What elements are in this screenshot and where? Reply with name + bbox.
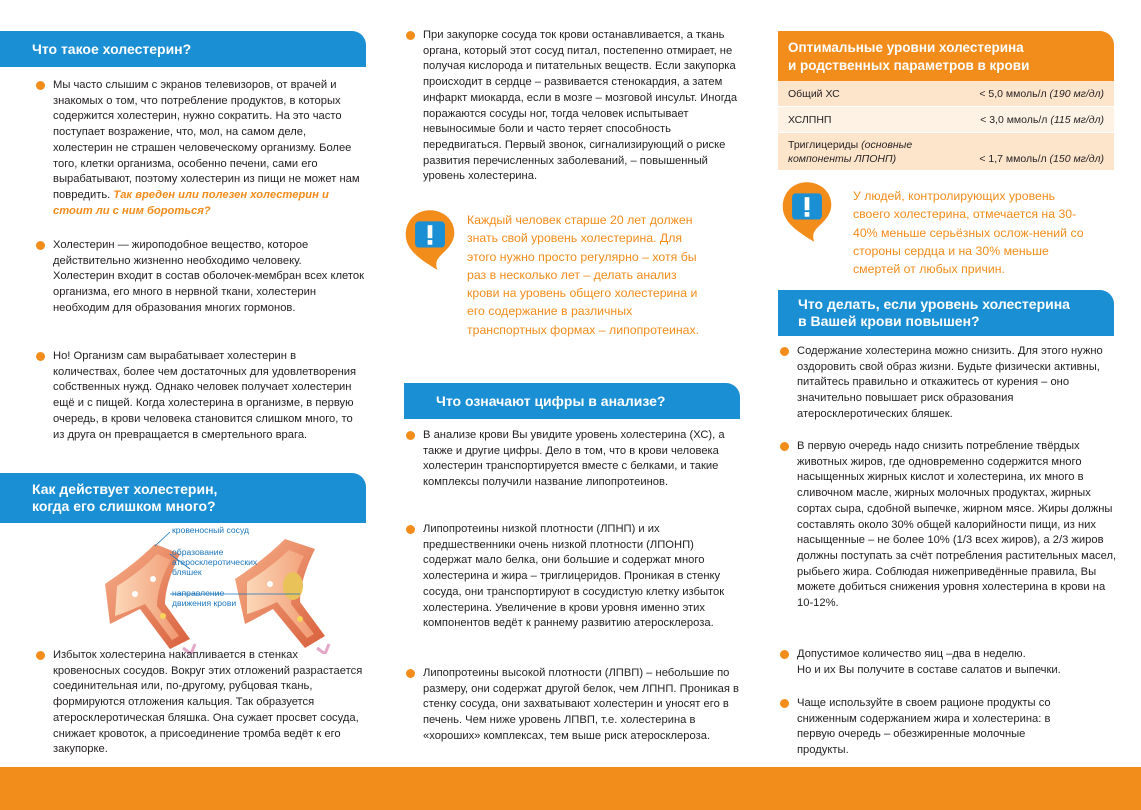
paragraph-line: Допустимое количество яиц –два в неделю. xyxy=(797,648,1026,660)
exclamation-pin-icon xyxy=(779,180,835,246)
paragraph-can-reduce xyxy=(778,344,1118,423)
paragraph-fat-like-substance xyxy=(34,238,364,317)
table-row xyxy=(778,81,1114,107)
paragraph-eggs xyxy=(778,647,1118,678)
header-line: когда его слишком много? xyxy=(32,498,216,514)
bullet-dot xyxy=(780,650,789,659)
paragraph-excess-cholesterol xyxy=(34,648,364,758)
paragraph-text: Содержание холестерина можно снизить. Для этого нужно оздоровить свой образ жизни. Будьте физически активны, питайтесь правильно и откажитесь от курения – оно значительно повышает риск образования атеросклеротических бляшек. xyxy=(797,345,1103,420)
optimal-levels-table xyxy=(778,31,1114,171)
illus-label-plaque-1: образование xyxy=(172,547,224,557)
table-title-line: и родственных параметров в крови xyxy=(788,58,1030,73)
paragraph-line: Но и их Вы получите в составе салатов и выпечки. xyxy=(797,663,1061,676)
paragraph-hdl xyxy=(404,666,744,745)
paragraph-organism-produces xyxy=(34,349,364,443)
section-header-how-it-acts xyxy=(0,473,366,523)
paragraph-text: Липопротеины низкой плотности (ЛПНП) и их предшественники очень низкой плотности (ЛПОНП) содержат мало белка, они большие и содержат много холестерина и жира – триглицеридов. Проникая в стенку сосуда, они транспортируют в сосудистую клетку избыток холестерина. Увеличение в крови уровня именно этих компонентов ведёт к раннему развитию атеросклероза. xyxy=(423,523,725,630)
illus-label-flow-2: движения крови xyxy=(172,598,237,608)
header-text: Что означают цифры в анализе? xyxy=(436,392,666,409)
bullet-dot xyxy=(36,81,45,90)
section-header-what-is-cholesterol xyxy=(0,31,366,67)
header-line: в Вашей крови повышен? xyxy=(798,313,980,329)
paragraph-text: Холестерин — жироподобное вещество, которое действительно жизненно необходимо человеку. Холестерин входит в состав оболочек-мембран всех клеток организма, его много в нервной ткани, холестерин необходим для образования многих гормонов. xyxy=(53,239,365,314)
table-row xyxy=(778,133,1114,171)
paragraph-text: В анализе крови Вы увидите уровень холестерина (ХС), а также и другие цифры. Дело в том, что в крови человека холестерин транспортируется вместе с белками, и такие комплексы получили название липопротеинов. xyxy=(423,429,725,489)
header-line: Что делать, если уровень холестерина xyxy=(798,296,1070,312)
paragraph-text: Избыток холестерина накапливается в стенках кровеносных сосудов. Вокруг этих отложений разрастается соединительная или, по-другому, рубцовая ткань, формируются отложения кальция. Так образуется атеросклеротическая бляшка. Она сужает просвет сосуда, снижает кровоток, а присоединение тромба ведёт к его закупорке. xyxy=(53,649,363,756)
paragraph-text: Липопротеины высокой плотности (ЛПВП) – небольшие по размеру, они содержат другой белок, чем ЛПНП. Проникая в стенку сосуда, они захватывают холестерин и уносят его в печень. Чем ниже уровень ЛПВП, т.е. холестерина в «хороших» комплексах, тем выше риск атеросклероза. xyxy=(423,667,739,742)
section-header-what-to-do xyxy=(778,290,1114,336)
paragraph-text: В первую очередь надо снизить потребление твёрдых животных жиров, где одновременно содержится много насыщенных жирных кислот и холестерина, их много в сливочном масле, жирных молочных продуктах, жирных сортах сыра, сдобной выпечке, жирном мясе. Жиры должны составлять около 30% общей калорийности пищи, из них насыщенные – не более 10% (1/3 всех жиров), а 2/3 жиров должны поступать за счёт потребления растительных масел, рыбьего жира. Соблюдая нижеприведённые правила, Вы можете добиться снижения уровня холестерина в крови на 10-12%. xyxy=(797,440,1117,610)
paragraph-accent: Так вреден или полезен холестерин и стоит ли с ним бороться? xyxy=(53,188,329,217)
paragraph-analysis xyxy=(404,428,744,491)
paragraph-ldl xyxy=(404,522,744,632)
paragraph-text: Но! Организм сам вырабатывает холестерин в количествах, более чем достаточных для удовлетворения собственных нужд. Однако человек получает холестерин ещё и с пищей. Когда холестерина в организме, в первую очередь, в крови человека становится слишком много, то из друга он превращается в смертельного врага. xyxy=(53,350,357,441)
table-title-line: Оптимальные уровни холестерина xyxy=(788,40,1024,55)
plaque xyxy=(283,572,303,600)
bullet-dot xyxy=(406,31,415,40)
paragraph-text: Мы часто слышим с экранов телевизоров, от врачей и знакомых о том, что потребление продуктов, в которых содержится холестерин, нужно сократить. На это часто поступает возражение, что, мол, на самом деле, холестерин не страшен человеческому организму. Более того, клетки организма, особенно печени, сами его вырабатывают, поэтому холестерин из пищи не может нам повредить. xyxy=(53,79,360,201)
bullet-dot xyxy=(406,669,415,678)
header-line: Как действует холестерин, xyxy=(32,481,218,497)
row-name: ХСЛПНП xyxy=(788,113,832,126)
row-name: Триглицериды (основные компоненты ЛПОНП) xyxy=(788,138,913,165)
table-row xyxy=(778,107,1114,133)
illus-label-plaque-3: бляшек xyxy=(172,567,202,577)
bullet-dot xyxy=(780,442,789,451)
row-value: < 5,0 ммоль/л (190 мг/дл) xyxy=(979,87,1104,100)
callout-know-your-level xyxy=(467,211,703,339)
row-value: < 3,0 ммоль/л (115 мг/дл) xyxy=(980,113,1104,126)
paragraph-text: При закупорке сосуда ток крови останавливается, а ткань органа, который этот сосуд питал, постепенно отмирает, не получая кислорода и питательных веществ. Если закупорка происходит в сердце – развивается стенокардия, а затем инфаркт миокарда, если в мозге – мозговой инсульт. Иногда поражаются сосуды ног, тогда человек испытывает невыносимые боли и часто теряет способность передвигаться. Первый звонок, сигнализирующий о риске развития перечисленных заболеваний, – повышенный уровень холестерина. xyxy=(423,29,738,183)
header-text: Что такое холестерин? xyxy=(32,40,192,57)
illus-label-flow-1: направление xyxy=(172,588,225,598)
paragraph-reduce-fats xyxy=(778,439,1118,612)
table-title xyxy=(778,31,1114,81)
illus-label-plaque-2: атеросклеротических xyxy=(172,557,258,567)
callout-text: Каждый человек старше 20 лет должен знать свой уровень холестерина. Для этого нужно просто регулярно – хотя бы раз в несколько лет – делать анализ крови на уровень общего холестерина и его содержание в различных транспортных формах – липопротеинах. xyxy=(467,213,700,337)
bullet-dot xyxy=(406,431,415,440)
row-name: Общий ХС xyxy=(788,87,840,100)
paragraph-vessel-blockage xyxy=(404,28,744,185)
bullet-dot xyxy=(406,525,415,534)
callout-text: У людей, контролирующих уровень своего холестерина, отмечается на 30-40% меньше серьёзных ослож-нений со стороны сердца и на 30% меньше смертей от любых причин. xyxy=(853,189,1084,277)
blood-vessel-illustration xyxy=(95,524,355,654)
bullet-dot xyxy=(780,347,789,356)
bullet-dot xyxy=(780,699,789,708)
row-value: < 1,7 ммоль/л (150 мг/дл) xyxy=(979,153,1104,165)
bullet-dot xyxy=(36,352,45,361)
bullet-dot xyxy=(36,241,45,250)
bullet-dot xyxy=(36,651,45,660)
bottom-orange-bar xyxy=(0,767,1141,810)
callout-control-level xyxy=(853,187,1091,278)
paragraph-tv-doctors xyxy=(34,78,364,219)
exclamation-pin-icon xyxy=(402,208,458,274)
section-header-numbers-meaning xyxy=(404,383,740,419)
paragraph-low-fat-products xyxy=(778,696,1078,759)
illus-label-vessel: кровеносный сосуд xyxy=(172,525,249,535)
paragraph-text: Чаще используйте в своем рационе продукты со сниженным содержанием жира и холестерина: в первую очередь – обезжиренные молочные продукты. xyxy=(797,697,1051,757)
